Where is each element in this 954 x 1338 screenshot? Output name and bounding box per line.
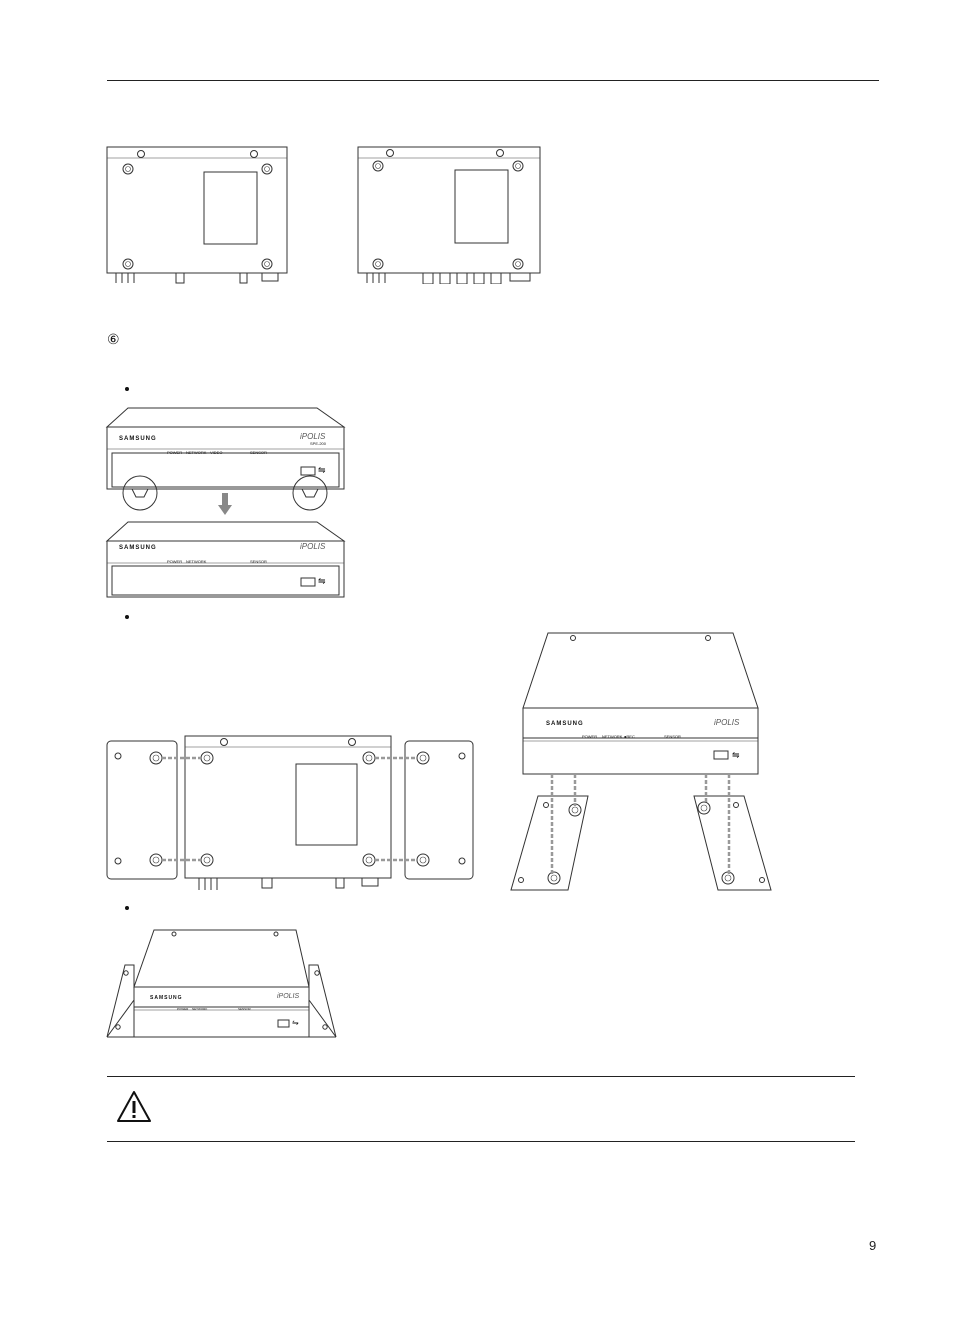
panel-label-video-1: VIDEO (210, 450, 223, 455)
bracket-bottom-view-figure (104, 733, 478, 891)
device-brand-3: SAMSUNG (546, 721, 584, 727)
step-marker: ⑥ (107, 331, 120, 347)
panel-label-sensor-1: SENSOR (250, 450, 267, 455)
bullet-2 (125, 615, 129, 619)
panel-label-network-2: NETWORK (186, 559, 207, 564)
usb-icon-1: ⇋ (318, 465, 326, 475)
device-brand-2: SAMSUNG (119, 545, 157, 551)
warning-triangle-icon (116, 1090, 152, 1124)
usb-icon-4: ⇋ (292, 1018, 299, 1027)
panel-label-sensor-4: SENSOR (238, 1007, 251, 1011)
panel-label-power-2: POWER (167, 559, 183, 564)
caution-bottom-rule (107, 1141, 855, 1142)
panel-label-network-1: NETWORK (186, 450, 207, 455)
device-logo-4: iPOLIS (277, 993, 300, 1000)
panel-label-power-4: POWER (177, 1007, 189, 1011)
bullet-3 (125, 906, 129, 910)
panel-label-network-4: NETWORK (192, 1007, 208, 1011)
device-model-1: SPE-200 (310, 441, 327, 446)
caution-top-rule (107, 1076, 855, 1077)
page-number: 9 (869, 1238, 877, 1253)
device-brand-4: SAMSUNG (150, 995, 183, 1001)
device-logo-3: iPOLIS (714, 718, 740, 727)
usb-icon-3: ⇋ (732, 750, 740, 760)
panel-label-rec-3: ●REC (624, 734, 635, 739)
bracket-perspective-figure (508, 630, 776, 895)
device-brand-1: SAMSUNG (119, 436, 157, 442)
bullet-1 (125, 387, 129, 391)
panel-label-power-1: POWER (167, 450, 183, 455)
bottom-view-figure-1 (104, 144, 290, 284)
bottom-view-figure-2 (355, 144, 545, 284)
device-logo-2: iPOLIS (300, 542, 326, 551)
panel-label-network-3: NETWORK (602, 734, 623, 739)
header-rule (107, 80, 879, 81)
panel-label-power-3: POWER (582, 734, 598, 739)
usb-icon-2: ⇋ (318, 576, 326, 586)
panel-label-sensor-2: SENSOR (250, 559, 267, 564)
device-logo-1: iPOLIS (300, 432, 326, 441)
bracket-attached-figure (104, 927, 340, 1041)
panel-label-sensor-3: SENSOR (664, 734, 681, 739)
